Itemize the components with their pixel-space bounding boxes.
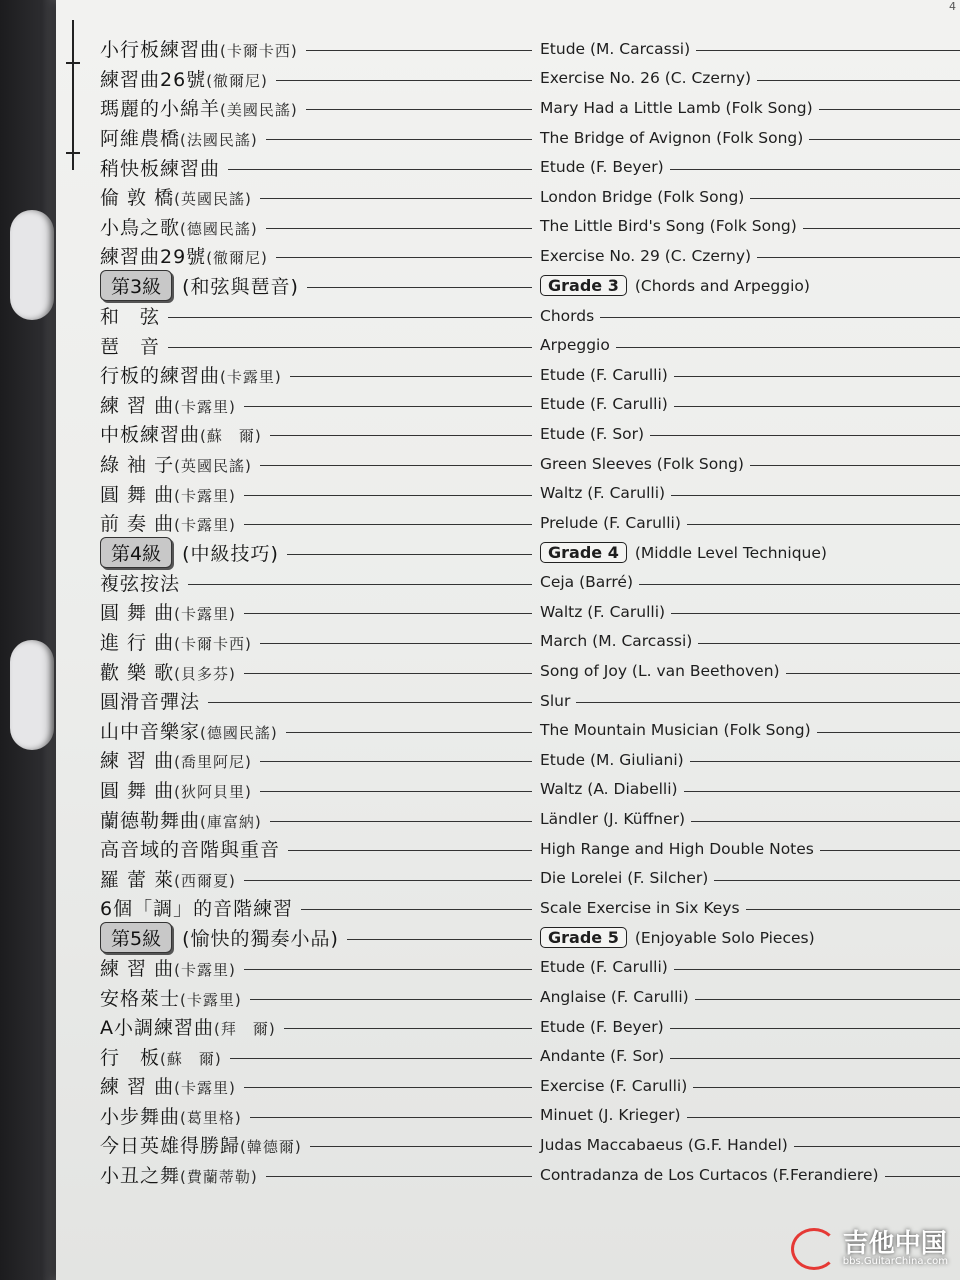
leader-line — [276, 257, 532, 258]
leader-line — [168, 317, 532, 318]
grade-badge-zh: 第5級 — [100, 922, 172, 953]
entry-title-zh — [100, 332, 160, 359]
entry-title-zh — [100, 717, 278, 744]
toc-section-grade4-list — [100, 568, 960, 923]
leader-line — [750, 465, 960, 466]
leader-line — [228, 169, 532, 170]
leader-line — [270, 435, 532, 436]
grade-badge-en: Grade 3 — [540, 275, 627, 296]
leader-line — [671, 495, 960, 496]
leader-line — [301, 909, 532, 910]
toc-entry — [100, 627, 960, 657]
entry-title-zh-text: A小調練習曲 — [100, 1017, 214, 1040]
entry-composer-zh: (卡爾卡西) — [220, 42, 298, 61]
entry-title-zh — [100, 35, 298, 62]
leader-line — [885, 1176, 960, 1177]
entry-title-zh-text: 圓 舞 曲 — [100, 779, 175, 802]
toc-entry — [100, 93, 960, 123]
entry-title-en: London Bridge (Folk Song) — [540, 187, 745, 206]
entry-title-zh — [100, 1013, 276, 1040]
entry-title-zh — [100, 1131, 302, 1158]
entry-composer-zh: (美國民謠) — [220, 101, 298, 120]
leader-line — [284, 1028, 532, 1029]
entry-composer-zh: (徹爾尼) — [206, 71, 268, 90]
entry-title-en: Waltz (F. Carulli) — [540, 602, 666, 621]
leader-line — [670, 169, 960, 170]
grade-heading-3 — [100, 271, 960, 301]
leader-line — [306, 50, 532, 51]
leader-line — [250, 1117, 532, 1118]
entry-title-en: Chords — [540, 306, 595, 325]
leader-line — [276, 80, 532, 81]
entry-composer-zh: (卡露里) — [174, 516, 236, 535]
entry-title-zh-text: 安格萊士 — [100, 987, 181, 1010]
grade-desc-en: (Middle Level Technique) — [634, 543, 827, 562]
entry-title-zh — [100, 806, 262, 833]
entry-title-zh — [100, 746, 252, 773]
entry-title-zh — [100, 361, 282, 388]
leader-line — [819, 109, 960, 110]
entry-title-zh — [100, 480, 236, 507]
leader-line — [576, 702, 960, 703]
toc-entry — [100, 1130, 960, 1160]
entry-composer-zh: (卡露里) — [180, 990, 242, 1009]
leader-line — [306, 109, 532, 110]
entry-title-en: March (M. Carcassi) — [540, 632, 693, 651]
entry-title-en: Etude (F. Carulli) — [540, 365, 668, 384]
leader-line — [168, 347, 532, 348]
leader-line — [260, 643, 532, 644]
toc-section-grade5-list — [100, 953, 960, 1190]
entry-title-en: Etude (F. Carulli) — [540, 395, 668, 414]
entry-title-zh-text: 今日英雄得勝歸 — [100, 1135, 241, 1158]
watermark-url: bbs.GuitarChina.com — [842, 1256, 948, 1267]
toc-entry — [100, 478, 960, 508]
entry-title-zh — [100, 420, 262, 447]
entry-composer-zh: (喬里阿尼) — [174, 753, 252, 772]
binder-ring — [10, 210, 54, 320]
toc-entry — [100, 212, 960, 242]
entry-title-zh-text: 小鳥之歌 — [100, 216, 181, 239]
toc-entry — [100, 330, 960, 360]
leader-line — [307, 287, 532, 288]
entry-composer-zh: (狄阿貝里) — [174, 782, 252, 801]
toc-entry — [100, 449, 960, 479]
entry-composer-zh: (西爾夏) — [174, 871, 236, 890]
entry-title-zh-text: 中板練習曲 — [100, 424, 201, 447]
entry-title-zh-text: 圓滑音彈法 — [100, 691, 201, 714]
grade-heading-5 — [100, 923, 960, 953]
entry-composer-zh: (韓德爾) — [240, 1138, 302, 1157]
grade-desc-zh: (和弦與琶音) — [182, 276, 299, 299]
entry-title-en: The Bridge of Avignon (Folk Song) — [540, 128, 804, 147]
entry-title-zh-text: 和 弦 — [100, 306, 161, 329]
leader-line — [674, 406, 960, 407]
entry-title-zh — [100, 628, 252, 655]
entry-composer-zh: (卡露里) — [174, 1079, 236, 1098]
entry-title-zh — [100, 776, 252, 803]
entry-title-en: Judas Maccabaeus (G.F. Handel) — [540, 1135, 788, 1154]
toc-entry — [100, 123, 960, 153]
toc-entry — [100, 390, 960, 420]
toc-entry — [100, 152, 960, 182]
entry-title-en: Scale Exercise in Six Keys — [540, 898, 740, 917]
leader-line — [696, 50, 960, 51]
toc-entry — [100, 656, 960, 686]
entry-composer-zh: (卡露里) — [174, 397, 236, 416]
leader-line — [695, 999, 960, 1000]
entry-title-en: The Little Bird's Song (Folk Song) — [540, 217, 797, 236]
entry-title-zh — [100, 242, 268, 269]
toc-entry — [100, 64, 960, 94]
toc-entry — [100, 182, 960, 212]
leader-line — [244, 406, 532, 407]
entry-title-zh — [100, 569, 180, 596]
leader-line — [746, 909, 960, 910]
leader-line — [288, 850, 532, 851]
entry-title-en: Etude (F. Carulli) — [540, 958, 668, 977]
entry-title-en: Contradanza de Los Curtacos (F.Ferandiere) — [540, 1165, 879, 1184]
entry-title-zh — [100, 450, 252, 477]
entry-title-en: Song of Joy (L. van Beethoven) — [540, 662, 780, 681]
leader-line — [266, 228, 532, 229]
toc-entry — [100, 508, 960, 538]
entry-title-zh-text: 高音域的音階與重音 — [100, 839, 281, 862]
leader-line — [290, 376, 532, 377]
entry-title-en: Ceja (Barré) — [540, 573, 633, 592]
leader-line — [600, 317, 960, 318]
entry-title-zh-text: 行板的練習曲 — [100, 365, 221, 388]
entry-title-en: Andante (F. Sor) — [540, 1047, 665, 1066]
leader-line — [244, 969, 532, 970]
entry-composer-zh: (徹爾尼) — [206, 249, 268, 268]
toc-entry — [100, 241, 960, 271]
entry-title-zh-text: 小行板練習曲 — [100, 39, 221, 62]
guitar-logo-icon — [791, 1228, 837, 1270]
leader-line — [674, 376, 960, 377]
book-page — [56, 0, 960, 1280]
entry-title-zh — [100, 687, 200, 714]
leader-line — [693, 1087, 960, 1088]
entry-title-en: Exercise No. 26 (C. Czerny) — [540, 69, 752, 88]
grade-badge-zh: 第4級 — [100, 537, 172, 568]
entry-title-en: Slur — [540, 691, 571, 710]
entry-composer-zh: (卡露里) — [174, 486, 236, 505]
entry-title-en: Waltz (F. Carulli) — [540, 484, 666, 503]
toc-entry — [100, 863, 960, 893]
page-number: 4 — [949, 0, 956, 13]
entry-title-zh-text: 歡 樂 歌 — [100, 661, 175, 684]
toc-entry — [100, 893, 960, 923]
entry-title-en: Waltz (A. Diabelli) — [540, 780, 678, 799]
leader-line — [347, 939, 532, 940]
entry-title-zh — [100, 894, 293, 921]
entry-title-zh-text: 山中音樂家 — [100, 720, 201, 743]
toc-entry — [100, 804, 960, 834]
entry-title-zh-text: 圓 舞 曲 — [100, 602, 175, 625]
entry-title-en: Exercise No. 29 (C. Czerny) — [540, 246, 752, 265]
entry-title-en: Etude (M. Carcassi) — [540, 39, 691, 58]
entry-title-zh — [100, 658, 236, 685]
leader-line — [244, 673, 532, 674]
entry-title-zh-text: 練 習 曲 — [100, 957, 175, 980]
toc-entry — [100, 953, 960, 983]
entry-title-zh — [100, 835, 280, 862]
toc-entry — [100, 745, 960, 775]
entry-title-zh-text: 綠 袖 子 — [100, 454, 175, 477]
leader-line — [714, 880, 960, 881]
entry-title-zh-text: 前 奏 曲 — [100, 513, 175, 536]
entry-composer-zh: (貝多芬) — [174, 664, 236, 683]
entry-title-en: Anglaise (F. Carulli) — [540, 988, 689, 1007]
leader-line — [817, 732, 960, 733]
entry-composer-zh: (卡露里) — [174, 960, 236, 979]
entry-title-zh-text: 行 板 — [100, 1046, 161, 1069]
entry-composer-zh: (卡露里) — [174, 605, 236, 624]
leader-line — [820, 850, 960, 851]
margin-tick — [66, 62, 80, 64]
entry-title-zh — [100, 154, 220, 181]
toc-entry — [100, 686, 960, 716]
entry-title-zh — [100, 954, 236, 981]
entry-composer-zh: (德國民謠) — [200, 723, 278, 742]
leader-line — [244, 495, 532, 496]
leader-line — [803, 228, 960, 229]
leader-line — [266, 1176, 532, 1177]
entry-title-zh — [100, 509, 236, 536]
leader-line — [684, 791, 960, 792]
grade-badge-zh: 第3級 — [100, 270, 172, 301]
leader-line — [757, 257, 960, 258]
leader-line — [786, 673, 960, 674]
leader-line — [260, 198, 532, 199]
entry-title-zh — [100, 124, 258, 151]
leader-line — [266, 139, 532, 140]
toc-entry — [100, 834, 960, 864]
toc-entry — [100, 568, 960, 598]
entry-composer-zh: (蘇 爾) — [160, 1049, 222, 1068]
toc-entry — [100, 715, 960, 745]
leader-line — [230, 1058, 532, 1059]
entry-composer-zh: (葛里格) — [180, 1108, 242, 1127]
entry-title-zh-text: 練 習 曲 — [100, 750, 175, 773]
entry-title-en: Exercise (F. Carulli) — [540, 1076, 688, 1095]
binder-background — [0, 0, 60, 1280]
entry-title-zh-text: 小丑之舞 — [100, 1165, 181, 1188]
grade-desc-en: (Chords and Arpeggio) — [634, 276, 810, 295]
entry-title-zh-text: 小步舞曲 — [100, 1105, 181, 1128]
entry-composer-zh: (法國民謠) — [180, 131, 258, 150]
toc-entry — [100, 775, 960, 805]
leader-line — [750, 198, 960, 199]
toc-entry — [100, 419, 960, 449]
entry-composer-zh: (德國民謠) — [180, 219, 258, 238]
margin-tick — [66, 152, 80, 154]
entry-composer-zh: (卡爾卡西) — [174, 634, 252, 653]
leader-line — [208, 702, 532, 703]
entry-title-zh-text: 倫 敦 橋 — [100, 187, 175, 210]
site-watermark — [791, 1228, 948, 1270]
binder-ring — [10, 640, 54, 750]
leader-line — [650, 435, 960, 436]
entry-title-zh — [100, 1161, 258, 1188]
entry-title-en: Etude (F. Beyer) — [540, 1017, 664, 1036]
leader-line — [698, 643, 960, 644]
toc-entry — [100, 982, 960, 1012]
entry-title-zh-text: 練 習 曲 — [100, 1076, 175, 1099]
entry-title-en: The Mountain Musician (Folk Song) — [540, 721, 811, 740]
leader-line — [244, 880, 532, 881]
leader-line — [691, 821, 960, 822]
leader-line — [670, 1028, 960, 1029]
entry-title-en: Etude (F. Sor) — [540, 424, 645, 443]
entry-title-en: High Range and High Double Notes — [540, 839, 814, 858]
entry-title-en: Etude (F. Beyer) — [540, 158, 664, 177]
leader-line — [287, 554, 532, 555]
entry-title-zh-text: 圓 舞 曲 — [100, 483, 175, 506]
entry-composer-zh: (卡露里) — [220, 368, 282, 387]
entry-title-zh — [100, 865, 236, 892]
leader-line — [244, 613, 532, 614]
leader-line — [809, 139, 960, 140]
entry-composer-zh: (英國民謠) — [174, 190, 252, 209]
entry-title-zh — [100, 302, 160, 329]
grade-desc-zh: (愉快的獨奏小品) — [182, 928, 339, 951]
leader-line — [188, 584, 532, 585]
grade-heading-4 — [100, 538, 960, 568]
entry-title-zh — [100, 1102, 242, 1129]
entry-title-en: Mary Had a Little Lamb (Folk Song) — [540, 98, 813, 117]
entry-title-zh-text: 6個「調」的音階練習 — [100, 898, 294, 921]
entry-title-en: Green Sleeves (Folk Song) — [540, 454, 744, 473]
toc-entry — [100, 1160, 960, 1190]
entry-title-en: Prelude (F. Carulli) — [540, 513, 681, 532]
toc-entry — [100, 1012, 960, 1042]
leader-line — [616, 347, 960, 348]
entry-title-zh-text: 羅 蕾 萊 — [100, 868, 175, 891]
entry-composer-zh: (費蘭蒂勒) — [180, 1168, 258, 1187]
entry-title-en: Ländler (J. Küffner) — [540, 810, 686, 829]
leader-line — [244, 524, 532, 525]
entry-title-en: Die Lorelei (F. Silcher) — [540, 869, 709, 888]
leader-line — [690, 761, 960, 762]
grade-desc-en: (Enjoyable Solo Pieces) — [634, 928, 815, 947]
entry-title-zh-text: 琶 音 — [100, 335, 161, 358]
entry-composer-zh: (庫富納) — [200, 812, 262, 831]
entry-title-en: Etude (M. Giuliani) — [540, 750, 684, 769]
grade-desc-zh: (中級技巧) — [182, 543, 279, 565]
toc-entry — [100, 301, 960, 331]
toc-entry — [100, 597, 960, 627]
grade-badge-en: Grade 5 — [540, 927, 627, 948]
table-of-contents — [100, 34, 960, 1189]
entry-title-zh-text: 阿維農橋 — [100, 128, 181, 151]
entry-title-zh-text: 瑪麗的小綿羊 — [100, 98, 221, 121]
entry-composer-zh: (拜 爾) — [214, 1020, 276, 1039]
leader-line — [270, 821, 532, 822]
leader-line — [687, 524, 960, 525]
entry-title-zh-text: 練習曲29號 — [100, 246, 207, 269]
toc-entry — [100, 360, 960, 390]
entry-title-zh — [100, 391, 236, 418]
leader-line — [671, 613, 960, 614]
entry-title-zh — [100, 65, 268, 92]
entry-title-en: Minuet (J. Krieger) — [540, 1106, 681, 1125]
margin-bracket — [72, 20, 74, 170]
leader-line — [687, 1117, 960, 1118]
toc-entry — [100, 1041, 960, 1071]
leader-line — [250, 999, 532, 1000]
leader-line — [286, 732, 532, 733]
entry-title-zh-text: 進 行 曲 — [100, 631, 175, 654]
leader-line — [639, 584, 960, 585]
entry-title-zh — [100, 213, 258, 240]
watermark-title: 吉他中国 — [842, 1229, 947, 1259]
entry-title-zh — [100, 984, 242, 1011]
grade-badge-en: Grade 4 — [540, 542, 627, 563]
toc-section-grade3-list — [100, 301, 960, 538]
entry-title-zh-text: 蘭德勒舞曲 — [100, 809, 201, 832]
entry-title-zh — [100, 1072, 236, 1099]
leader-line — [260, 465, 532, 466]
leader-line — [674, 969, 960, 970]
entry-title-zh-text: 練 習 曲 — [100, 394, 175, 417]
toc-entry — [100, 1101, 960, 1131]
toc-entry — [100, 1071, 960, 1101]
entry-title-zh — [100, 1043, 222, 1070]
leader-line — [670, 1058, 960, 1059]
leader-line — [260, 761, 532, 762]
leader-line — [260, 791, 532, 792]
leader-line — [757, 80, 960, 81]
entry-composer-zh: (蘇 爾) — [200, 427, 262, 446]
leader-line — [244, 1087, 532, 1088]
toc-entry — [100, 34, 960, 64]
entry-title-zh — [100, 598, 236, 625]
entry-composer-zh: (英國民謠) — [174, 457, 252, 476]
leader-line — [310, 1146, 532, 1147]
leader-line — [794, 1146, 960, 1147]
entry-title-zh — [100, 94, 298, 121]
entry-title-zh-text: 稍快板練習曲 — [100, 157, 221, 180]
entry-title-zh — [100, 183, 252, 210]
entry-title-en: Arpeggio — [540, 336, 610, 355]
toc-section-grade2-list — [100, 34, 960, 271]
entry-title-zh-text: 練習曲26號 — [100, 68, 207, 91]
entry-title-zh-text: 複弦按法 — [100, 572, 181, 595]
